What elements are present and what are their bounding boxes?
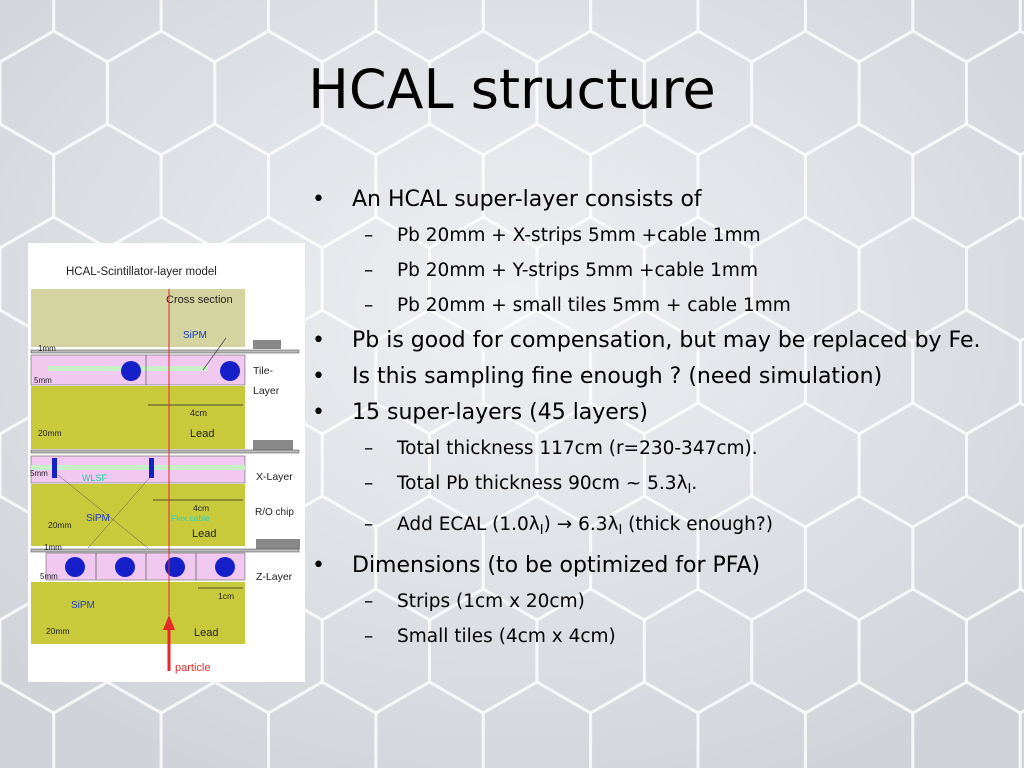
lead-label-c: Lead [194, 627, 219, 639]
sipm-label-mid: SiPM [86, 513, 110, 524]
lead-label-b: Lead [192, 528, 217, 540]
dim-5mm-mid: 5mm [30, 469, 48, 478]
tile-layer-label-2: Layer [253, 385, 280, 397]
bullet-text: Pb is good for compensation, but may be replaced by Fe. [352, 328, 981, 353]
particle-label: particle [175, 662, 211, 674]
cable-layer-2 [31, 450, 299, 453]
cable-layer-3 [31, 549, 299, 552]
sipm-z-1 [65, 557, 85, 577]
cross-section-label: Cross section [166, 294, 233, 306]
bullet-text: Is this sampling fine enough ? (need simulation) [352, 364, 883, 389]
bullet-text: An HCAL super-layer consists of [352, 187, 702, 212]
bullet-1 [312, 186, 1017, 214]
sipm-x-1 [52, 458, 57, 478]
sub-bullet-text [397, 473, 698, 497]
sub-bullet-1-3 [312, 292, 1017, 320]
dim-20mm-a: 20mm [38, 428, 62, 438]
ro-chip-label: R/O chip [255, 507, 294, 518]
bullet-3 [312, 363, 1017, 391]
sipm-tile-2 [220, 361, 240, 381]
bullet-marker: • [312, 400, 325, 425]
sub-bullet-text: Total thickness 117cm (r=230-347cm). [397, 438, 758, 459]
sub-bullet-5-2 [312, 623, 1017, 651]
dim-20mm-c: 20mm [46, 626, 70, 636]
sipm-z-2 [115, 557, 135, 577]
lambda-symbol: λ [528, 514, 540, 535]
text-part: Total Pb thickness 90cm ~ 5.3 [397, 473, 677, 494]
slide-title: HCAL structure [308, 58, 716, 121]
sub-bullet-marker: – [364, 473, 374, 494]
sub-bullet-5-1 [312, 588, 1017, 616]
bullet-marker: • [312, 187, 325, 212]
sub-bullet-marker: – [364, 225, 374, 246]
sub-bullet-4-2 [312, 470, 1017, 504]
tile-strip-right [148, 366, 208, 371]
text-part: . [691, 473, 698, 494]
dim-1mm-bottom: 1mm [44, 543, 62, 552]
cable-layer-1 [31, 350, 299, 353]
lambda-symbol: λ [676, 473, 688, 494]
bullet-text: 15 super-layers (45 layers) [352, 400, 648, 425]
sipm-label-bottom: SiPM [71, 600, 95, 611]
dim-1cm: 1cm [218, 591, 235, 601]
lead-label-a: Lead [190, 428, 215, 440]
ro-chip-1 [253, 340, 281, 349]
x-layer-label: X-Layer [256, 471, 293, 483]
z-layer-label: Z-Layer [256, 571, 293, 583]
sub-bullet-text: Small tiles (4cm x 4cm) [397, 626, 616, 647]
sub-bullet-text: Pb 20mm + X-strips 5mm +cable 1mm [397, 225, 761, 246]
sub-bullet-marker: – [364, 260, 374, 281]
sipm-z-3 [165, 557, 185, 577]
sub-bullet-text [397, 514, 773, 538]
bullet-marker: • [312, 553, 325, 578]
sub-bullet-text: Strips (1cm x 20cm) [397, 591, 585, 612]
sipm-x-2 [149, 458, 154, 478]
sub-bullet-1-1 [312, 222, 1017, 250]
sub-bullet-text: Pb 20mm + small tiles 5mm + cable 1mm [397, 295, 791, 316]
tile-layer-label-1: Tile- [253, 365, 274, 377]
text-part: Add ECAL (1.0 [397, 514, 529, 535]
sipm-tile-1 [121, 361, 141, 381]
ro-chip-2 [253, 440, 293, 450]
sub-bullet-1-2 [312, 257, 1017, 285]
sub-bullet-marker: – [364, 295, 374, 316]
sub-bullet-4-3 [312, 511, 1017, 545]
dim-1mm-top: 1mm [38, 344, 56, 353]
flex-cable-label: Flex cable [171, 513, 210, 523]
dim-5mm-bottom: 5mm [40, 572, 58, 581]
bullet-5 [312, 552, 1017, 580]
subscript-i: I [687, 482, 692, 497]
sub-bullet-4-1 [312, 435, 1017, 463]
bullet-marker: • [312, 328, 325, 353]
subscript-i: I [618, 523, 623, 538]
subscript-i: I [539, 523, 544, 538]
diagram-title: HCAL-Scintillator-layer model [66, 266, 217, 278]
bullet-2 [312, 327, 1017, 355]
bullet-4 [312, 399, 1017, 427]
sub-bullet-marker: – [364, 591, 374, 612]
text-part: (thick enough?) [622, 514, 773, 535]
ro-chip-3 [256, 539, 300, 549]
dim-4cm-a: 4cm [190, 408, 208, 418]
bullet-marker: • [312, 364, 325, 389]
sipm-z-4 [215, 557, 235, 577]
bullet-list [312, 186, 1017, 658]
sub-bullet-marker: – [364, 626, 374, 647]
x-strip [31, 465, 245, 470]
sub-bullet-marker: – [364, 514, 374, 535]
sipm-label-top: SiPM [183, 330, 207, 341]
lambda-symbol: λ [607, 514, 619, 535]
sub-bullet-text: Pb 20mm + Y-strips 5mm +cable 1mm [397, 260, 758, 281]
dim-20mm-b: 20mm [48, 520, 72, 530]
text-part: ) → 6.3 [543, 514, 608, 535]
dim-4cm-b: 4cm [193, 503, 210, 513]
bullet-text: Dimensions (to be optimized for PFA) [352, 553, 761, 578]
sub-bullet-marker: – [364, 438, 374, 459]
dim-5mm-top: 5mm [34, 376, 52, 385]
hcal-layer-diagram [28, 243, 305, 682]
wlsf-label: WLSF [82, 473, 108, 483]
